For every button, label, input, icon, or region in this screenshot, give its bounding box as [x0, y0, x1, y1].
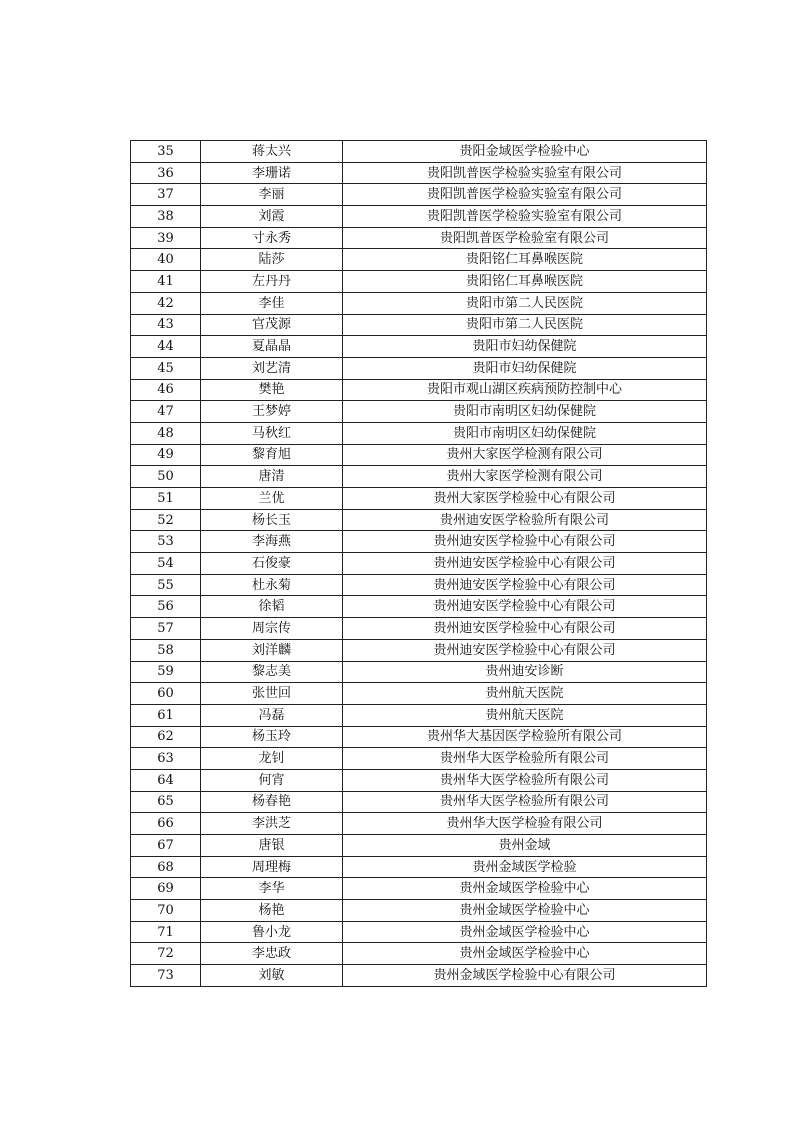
row-number-cell: 48: [131, 422, 201, 444]
organization-cell: 贵州金域医学检验中心: [343, 900, 707, 922]
person-name-cell: 唐银: [201, 835, 343, 857]
organization-cell: 贵州华大医学检验所有限公司: [343, 769, 707, 791]
organization-cell: 贵州迪安医学检验中心有限公司: [343, 553, 707, 575]
organization-cell: 贵阳市第二人民医院: [343, 314, 707, 336]
row-number-cell: 67: [131, 835, 201, 857]
person-name-cell: 陆莎: [201, 249, 343, 271]
person-name-cell: 李洪芝: [201, 813, 343, 835]
person-name-cell: 李华: [201, 878, 343, 900]
person-name-cell: 鲁小龙: [201, 921, 343, 943]
table-row: [131, 683, 707, 705]
table-row: [131, 249, 707, 271]
person-name-cell: 黎育旭: [201, 444, 343, 466]
organization-cell: 贵阳金域医学检验中心: [343, 141, 707, 163]
person-name-cell: 马秋红: [201, 422, 343, 444]
row-number-cell: 43: [131, 314, 201, 336]
person-name-cell: 兰优: [201, 488, 343, 510]
row-number-cell: 51: [131, 488, 201, 510]
row-number-cell: 62: [131, 726, 201, 748]
person-name-cell: 杨长玉: [201, 509, 343, 531]
organization-cell: 贵州金域医学检验中心: [343, 943, 707, 965]
person-name-cell: 樊艳: [201, 379, 343, 401]
table-row: [131, 357, 707, 379]
row-number-cell: 40: [131, 249, 201, 271]
organization-cell: 贵州迪安医学检验中心有限公司: [343, 531, 707, 553]
table-row: [131, 444, 707, 466]
organization-cell: 贵阳市妇幼保健院: [343, 336, 707, 358]
person-name-cell: 李忠政: [201, 943, 343, 965]
table-row: [131, 227, 707, 249]
person-name-cell: 王梦婷: [201, 401, 343, 423]
row-number-cell: 65: [131, 791, 201, 813]
person-name-cell: 唐清: [201, 466, 343, 488]
person-name-cell: 徐韬: [201, 596, 343, 618]
person-name-cell: 杨艳: [201, 900, 343, 922]
person-name-cell: 寸永秀: [201, 227, 343, 249]
row-number-cell: 47: [131, 401, 201, 423]
table-row: [131, 639, 707, 661]
person-name-cell: 张世回: [201, 683, 343, 705]
table-row: [131, 900, 707, 922]
person-name-cell: 官茂源: [201, 314, 343, 336]
row-number-cell: 54: [131, 553, 201, 575]
table-row: [131, 379, 707, 401]
table-row: [131, 791, 707, 813]
table-row: [131, 141, 707, 163]
person-name-cell: 刘霞: [201, 206, 343, 228]
row-number-cell: 46: [131, 379, 201, 401]
table-row: [131, 813, 707, 835]
row-number-cell: 56: [131, 596, 201, 618]
row-number-cell: 36: [131, 162, 201, 184]
row-number-cell: 71: [131, 921, 201, 943]
person-name-cell: 李佳: [201, 292, 343, 314]
row-number-cell: 50: [131, 466, 201, 488]
organization-cell: 贵州华大医学检验有限公司: [343, 813, 707, 835]
organization-cell: 贵州迪安医学检验中心有限公司: [343, 574, 707, 596]
row-number-cell: 52: [131, 509, 201, 531]
row-number-cell: 53: [131, 531, 201, 553]
table-row: [131, 336, 707, 358]
row-number-cell: 38: [131, 206, 201, 228]
table-row: [131, 878, 707, 900]
organization-cell: 贵州迪安医学检验中心有限公司: [343, 618, 707, 640]
organization-cell: 贵州航天医院: [343, 704, 707, 726]
organization-cell: 贵阳市妇幼保健院: [343, 357, 707, 379]
person-name-cell: 夏晶晶: [201, 336, 343, 358]
table-row: [131, 466, 707, 488]
person-name-cell: 杨玉玲: [201, 726, 343, 748]
row-number-cell: 59: [131, 661, 201, 683]
person-name-cell: 龙钊: [201, 748, 343, 770]
table-row: [131, 943, 707, 965]
organization-cell: 贵州金域医学检验中心: [343, 921, 707, 943]
row-number-cell: 73: [131, 965, 201, 987]
row-number-cell: 64: [131, 769, 201, 791]
organization-cell: 贵州金域医学检验中心有限公司: [343, 965, 707, 987]
organization-cell: 贵阳凯普医学检验实验室有限公司: [343, 162, 707, 184]
table-row: [131, 618, 707, 640]
table-row: [131, 509, 707, 531]
organization-cell: 贵州金域: [343, 835, 707, 857]
organization-cell: 贵阳铭仁耳鼻喉医院: [343, 271, 707, 293]
table-row: [131, 596, 707, 618]
person-name-cell: 刘艺清: [201, 357, 343, 379]
organization-cell: 贵州迪安医学检验所有限公司: [343, 509, 707, 531]
person-name-cell: 李珊诺: [201, 162, 343, 184]
person-name-cell: 冯磊: [201, 704, 343, 726]
organization-cell: 贵州华大医学检验所有限公司: [343, 791, 707, 813]
person-name-cell: 李海燕: [201, 531, 343, 553]
organization-cell: 贵阳凯普医学检验室有限公司: [343, 227, 707, 249]
person-name-cell: 刘洋麟: [201, 639, 343, 661]
organization-cell: 贵阳市第二人民医院: [343, 292, 707, 314]
organization-cell: 贵州航天医院: [343, 683, 707, 705]
organization-cell: 贵州大家医学检测有限公司: [343, 444, 707, 466]
person-name-cell: 左丹丹: [201, 271, 343, 293]
organization-cell: 贵州金域医学检验: [343, 856, 707, 878]
row-number-cell: 49: [131, 444, 201, 466]
organization-cell: 贵阳市南明区妇幼保健院: [343, 401, 707, 423]
table-row: [131, 271, 707, 293]
person-name-cell: 周宗传: [201, 618, 343, 640]
row-number-cell: 45: [131, 357, 201, 379]
person-name-cell: 何宵: [201, 769, 343, 791]
table-row: [131, 206, 707, 228]
row-number-cell: 69: [131, 878, 201, 900]
organization-cell: 贵州大家医学检验中心有限公司: [343, 488, 707, 510]
row-number-cell: 66: [131, 813, 201, 835]
row-number-cell: 44: [131, 336, 201, 358]
person-name-cell: 石俊豪: [201, 553, 343, 575]
person-name-cell: 杜永菊: [201, 574, 343, 596]
row-number-cell: 70: [131, 900, 201, 922]
organization-cell: 贵阳铭仁耳鼻喉医院: [343, 249, 707, 271]
table-row: [131, 292, 707, 314]
table-row: [131, 835, 707, 857]
person-name-cell: 黎志美: [201, 661, 343, 683]
table-row: [131, 553, 707, 575]
organization-cell: 贵阳凯普医学检验实验室有限公司: [343, 206, 707, 228]
row-number-cell: 61: [131, 704, 201, 726]
person-name-cell: 周理梅: [201, 856, 343, 878]
table-row: [131, 661, 707, 683]
table-row: [131, 748, 707, 770]
person-name-cell: 李丽: [201, 184, 343, 206]
row-number-cell: 60: [131, 683, 201, 705]
person-name-cell: 杨春艳: [201, 791, 343, 813]
row-number-cell: 57: [131, 618, 201, 640]
organization-cell: 贵州迪安医学检验中心有限公司: [343, 639, 707, 661]
row-number-cell: 72: [131, 943, 201, 965]
organization-cell: 贵州迪安医学检验中心有限公司: [343, 596, 707, 618]
table-row: [131, 184, 707, 206]
organization-cell: 贵州迪安诊断: [343, 661, 707, 683]
table-row: [131, 921, 707, 943]
organization-cell: 贵阳凯普医学检验实验室有限公司: [343, 184, 707, 206]
table-row: [131, 704, 707, 726]
row-number-cell: 58: [131, 639, 201, 661]
row-number-cell: 41: [131, 271, 201, 293]
row-number-cell: 37: [131, 184, 201, 206]
row-number-cell: 42: [131, 292, 201, 314]
table-row: [131, 965, 707, 987]
person-name-cell: 蒋太兴: [201, 141, 343, 163]
row-number-cell: 39: [131, 227, 201, 249]
table-row: [131, 856, 707, 878]
roster-table: [130, 140, 707, 987]
row-number-cell: 35: [131, 141, 201, 163]
organization-cell: 贵州大家医学检测有限公司: [343, 466, 707, 488]
organization-cell: 贵州金域医学检验中心: [343, 878, 707, 900]
table-row: [131, 531, 707, 553]
table-row: [131, 401, 707, 423]
table-row: [131, 769, 707, 791]
table-row: [131, 726, 707, 748]
table-row: [131, 422, 707, 444]
row-number-cell: 55: [131, 574, 201, 596]
table-row: [131, 488, 707, 510]
row-number-cell: 63: [131, 748, 201, 770]
organization-cell: 贵阳市南明区妇幼保健院: [343, 422, 707, 444]
organization-cell: 贵州华大医学检验所有限公司: [343, 748, 707, 770]
table-row: [131, 574, 707, 596]
table-row: [131, 162, 707, 184]
roster-body: [131, 141, 707, 987]
organization-cell: 贵阳市观山湖区疾病预防控制中心: [343, 379, 707, 401]
table-row: [131, 314, 707, 336]
row-number-cell: 68: [131, 856, 201, 878]
person-name-cell: 刘敏: [201, 965, 343, 987]
organization-cell: 贵州华大基因医学检验所有限公司: [343, 726, 707, 748]
